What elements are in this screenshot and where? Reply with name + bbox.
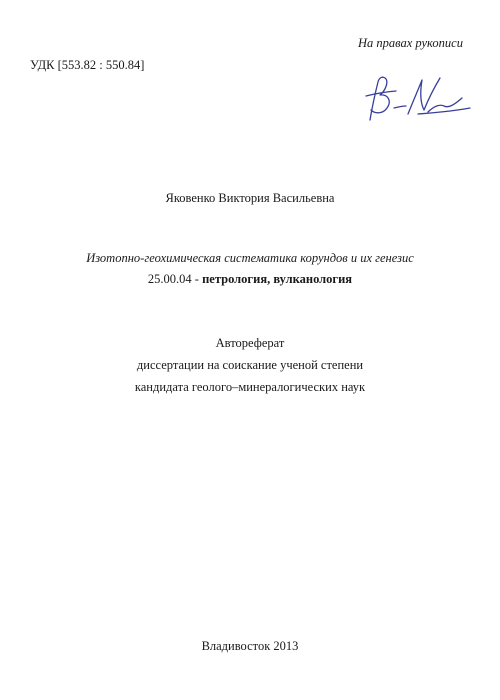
handwritten-signature — [358, 68, 478, 128]
academic-degree: кандидата геолого–минералогических наук — [134, 380, 366, 394]
dissertation-title: Изотопно-геохимическая систематика корундов и их генезис — [86, 251, 414, 265]
city-year: Владивосток 2013 — [201, 639, 299, 653]
author-name: Яковенко Виктория Васильевна — [165, 191, 335, 205]
document-purpose: диссертации на соискание ученой степени — [136, 358, 364, 372]
udk-code: УДК [553.82 : 550.84] — [30, 58, 145, 72]
specialty-line — [0, 272, 500, 287]
specialty-name: петрология, вулканология — [202, 272, 353, 286]
document-type: Автореферат — [215, 336, 285, 350]
rights-note: На правах рукописи — [358, 36, 463, 50]
specialty-code: 25.00.04 - — [147, 272, 203, 286]
